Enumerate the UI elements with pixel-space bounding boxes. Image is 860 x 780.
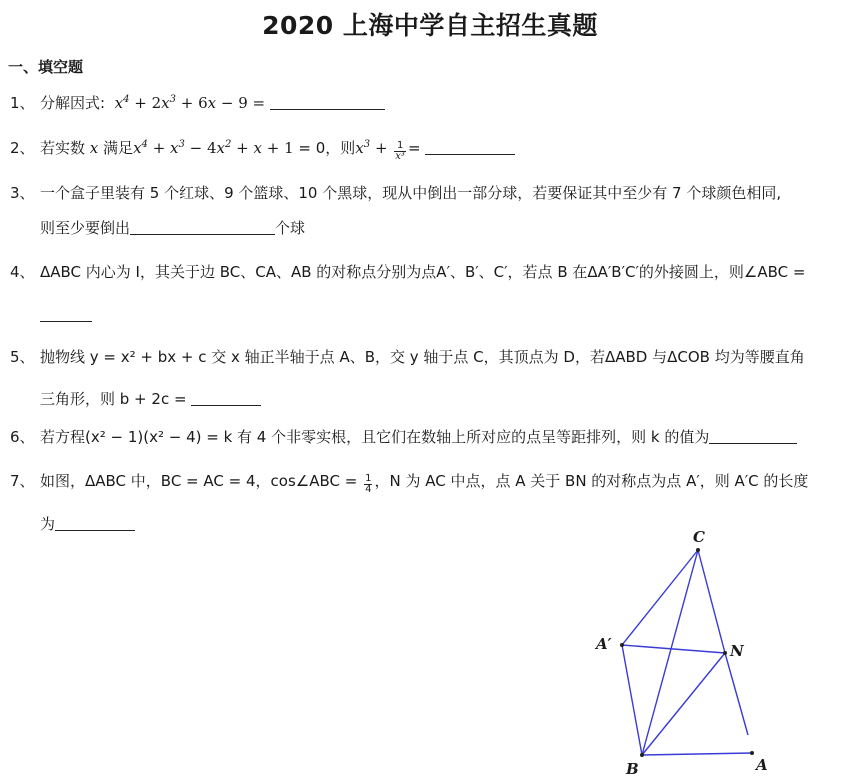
variable: x xyxy=(89,139,99,157)
answer-blank[interactable] xyxy=(425,140,515,155)
math-expression: $x^4 + 2x^3 + 6x - 9$ = xyxy=(109,94,266,112)
question-5 xyxy=(10,347,805,367)
question-text: 分解因式: xyxy=(40,94,106,112)
line-c-n xyxy=(698,550,725,653)
label-c: C xyxy=(693,528,705,546)
question-number: 6、 xyxy=(10,428,35,446)
question-7-line-2 xyxy=(40,514,135,534)
point-a xyxy=(750,751,754,755)
line-a-prime-n xyxy=(622,645,725,653)
point-c xyxy=(696,548,700,552)
math-expression: $x^4 + x^3 - 4x^2 + x + 1$ xyxy=(133,139,294,157)
fraction: $\frac{1}{\text{x³}}$ xyxy=(395,140,405,162)
question-6 xyxy=(10,427,797,447)
question-4-line-2 xyxy=(40,305,92,325)
geometry-figure xyxy=(580,525,780,780)
question-5-line-2 xyxy=(40,389,261,409)
question-text: 若方程(x² − 1)(x² − 4) = k 有 4 个非零实根，且它们在数轴上所对应的点呈等距排列，则 k 的值为 xyxy=(40,428,710,446)
fraction: $\frac{1}{4}$ xyxy=(365,473,372,495)
question-number: 4、 xyxy=(10,263,35,281)
question-number: 5、 xyxy=(10,348,35,366)
line-c-a-prime xyxy=(622,550,698,645)
point-n xyxy=(723,651,727,655)
line-b-a xyxy=(642,753,752,755)
section-heading: 一、填空题 xyxy=(8,58,84,76)
point-a-prime xyxy=(620,643,624,647)
line-b-n xyxy=(642,653,725,755)
question-text: ，N 为 AC 中点，点 A 关于 BN 的对称点为点 A′，则 A′C 的长度 xyxy=(374,472,809,490)
question-number: 2、 xyxy=(10,139,35,157)
answer-blank[interactable] xyxy=(270,95,385,110)
line-c-b xyxy=(642,550,698,755)
question-3-line-2 xyxy=(40,218,305,238)
answer-blank[interactable] xyxy=(191,391,261,406)
question-text: 个球 xyxy=(275,219,306,237)
question-text: 为 xyxy=(40,515,56,533)
question-1 xyxy=(10,93,385,113)
answer-blank[interactable] xyxy=(130,220,275,235)
question-text: 如图，ΔABC 中，BC = AC = 4，cos∠ABC = xyxy=(40,472,358,490)
question-text: = xyxy=(407,139,421,157)
answer-blank[interactable] xyxy=(55,516,135,531)
question-text: 满足 xyxy=(103,139,134,157)
question-7 xyxy=(10,471,808,495)
math-expression: $x^3$ + xyxy=(355,139,388,157)
label-a: A xyxy=(756,756,768,774)
label-b: B xyxy=(626,760,639,778)
line-a-prime-b xyxy=(622,645,642,755)
question-text: ΔABC 内心为 I，其关于边 BC、CA、AB 的对称点分别为点A′、B′、C′，若点 B 在ΔA′B′C′的外接圆上，则∠ABC = xyxy=(40,263,806,281)
label-n: N xyxy=(730,642,744,660)
answer-blank[interactable] xyxy=(709,429,797,444)
line-n-a xyxy=(725,653,748,735)
question-3 xyxy=(10,183,781,203)
question-text: 一个盒子里装有 5 个红球、9 个篮球、10 个黑球，现从中倒出一部分球，若要保证其中至少有 7 个球颜色相同, xyxy=(40,184,782,202)
point-b xyxy=(640,753,644,757)
question-text: 三角形，则 b + 2c = xyxy=(40,390,187,408)
question-text: 若实数 xyxy=(40,139,86,157)
question-4 xyxy=(10,262,805,282)
question-text: 则至少要倒出 xyxy=(40,219,131,237)
question-number: 3、 xyxy=(10,184,35,202)
question-number: 1、 xyxy=(10,94,35,112)
page-title: 2020 上海中学自主招生真题 xyxy=(262,11,598,40)
question-number: 7、 xyxy=(10,472,35,490)
label-a-prime: A′ xyxy=(596,635,612,653)
answer-blank[interactable] xyxy=(40,307,92,322)
question-text: = 0，则 xyxy=(298,139,356,157)
question-text: 抛物线 y = x² + bx + c 交 x 轴正半轴于点 A、B，交 y 轴于点 C，其顶点为 D，若ΔABD 与ΔCOB 均为等腰直角 xyxy=(40,348,805,366)
question-2 xyxy=(10,138,515,162)
